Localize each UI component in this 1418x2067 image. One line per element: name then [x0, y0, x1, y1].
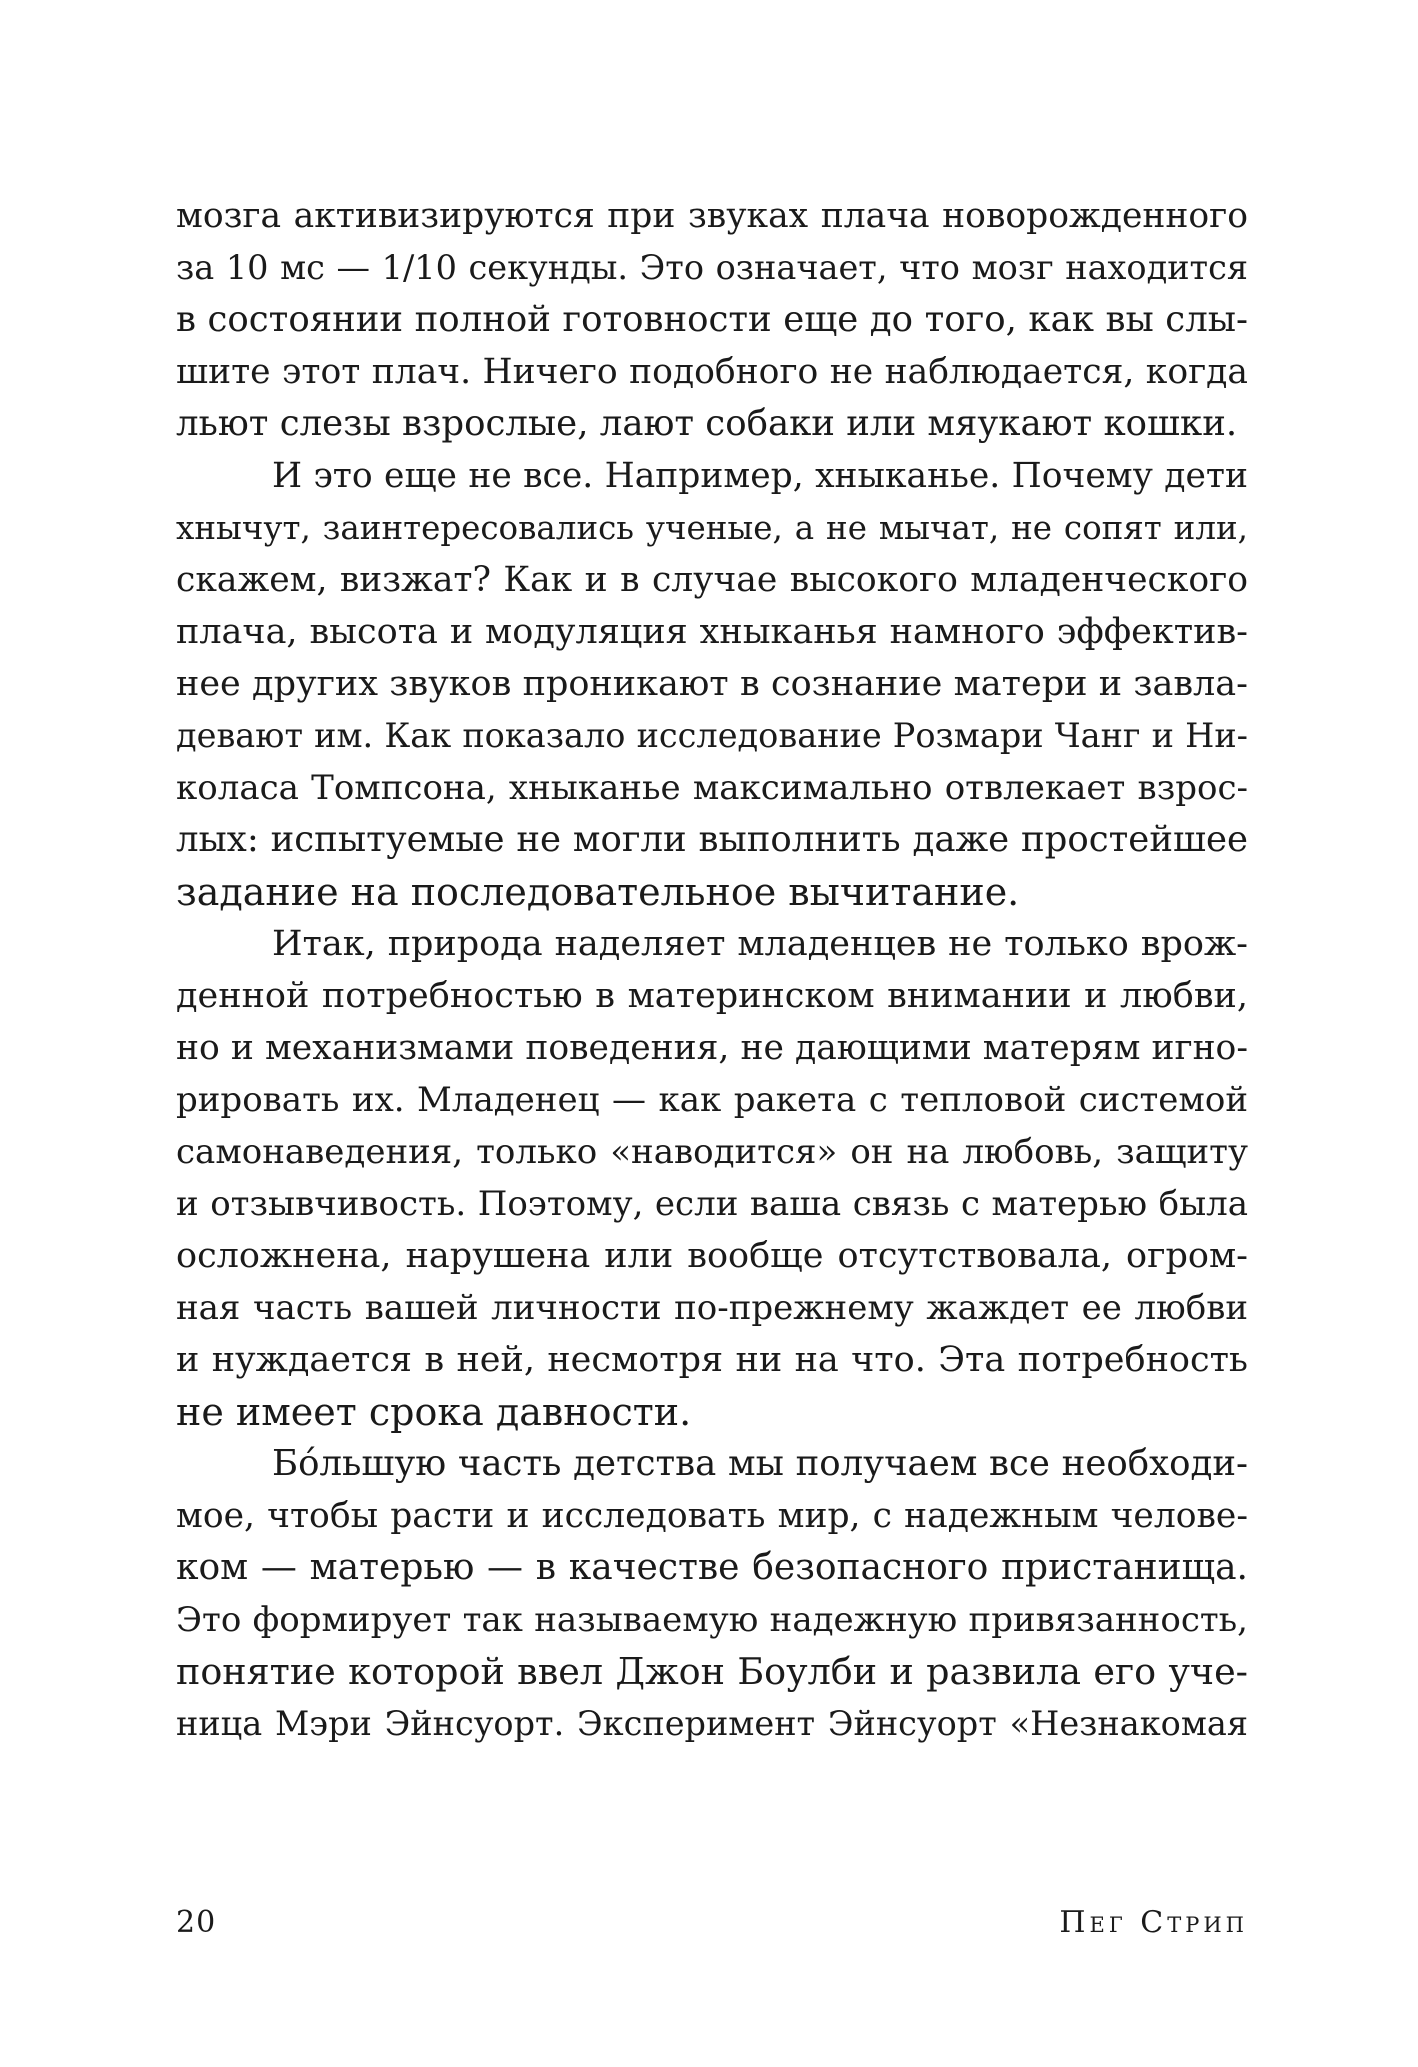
text-line: лых: испытуемые не могли выполнить даже простейшее — [176, 819, 1248, 860]
text-line: денной потребностью в материнском внимании и любви, — [176, 976, 1248, 1016]
page-number: 20 — [176, 1905, 217, 1940]
text-line: льют слезы взрослые, лают собаки или мяукают кошки. — [176, 403, 1238, 444]
text-line: Итак, природа наделяет младенцев не только врож- — [272, 924, 1248, 964]
text-line: нее других звуков проникают в сознание матери и завла- — [176, 664, 1248, 704]
text-line: и нуждается в ней, несмотря ни на что. Эта потребность — [176, 1340, 1248, 1380]
text-line: Бóльшую часть детства мы получаем все необходи- — [272, 1443, 1248, 1484]
text-line: ная часть вашей личности по-прежнему жаждет ее любви — [176, 1288, 1248, 1328]
text-line: скажем, визжат? Как и в случае высокого младенческого — [176, 560, 1248, 600]
text-line: но и механизмами поведения, не дающими матерям игно- — [176, 1028, 1248, 1068]
text-line: в состоянии полной готовности еще до того, как вы слы- — [176, 299, 1248, 340]
text-line: понятие которой ввел Джон Боулби и развила его уче- — [176, 1650, 1248, 1693]
text-line: мое, чтобы расти и исследовать мир, с надежным челове- — [176, 1496, 1248, 1536]
text-line: задание на последовательное вычитание. — [176, 870, 1020, 914]
text-line: за 10 мс — 1/10 секунды. Это означает, что мозг находится — [176, 248, 1248, 287]
text-line: ком — матерью — в качестве безопасного пристанища. — [176, 1547, 1248, 1588]
text-line: плача, высота и модуляция хныканья намного эффектив- — [176, 612, 1248, 652]
text-line: ница Мэри Эйнсуорт. Эксперимент Эйнсуорт «Незнакомая — [176, 1704, 1248, 1743]
text-line: Это формирует так называемую надежную привязанность, — [176, 1600, 1248, 1640]
text-line: рировать их. Младенец — как ракета с тепловой системой — [176, 1080, 1248, 1120]
text-line: осложнена, нарушена или вообще отсутствовала, огром- — [176, 1236, 1248, 1276]
text-line: шите этот плач. Ничего подобного не наблюдается, когда — [176, 352, 1248, 392]
text-line: И это еще не все. Например, хныканье. Почему дети — [272, 456, 1248, 496]
text-line: девают им. Как показало исследование Розмари Чанг и Ни- — [176, 716, 1248, 755]
text-line: коласа Томпсона, хныканье максимально отвлекает взрос- — [176, 768, 1248, 808]
text-line: и отзывчивость. Поэтому, если ваша связь с матерью была — [176, 1184, 1248, 1224]
text-line: мозга активизируются при звуках плача новорожденного — [176, 196, 1248, 236]
text-line: хнычут, заинтересовались ученые, а не мычат, не сопят или, — [176, 509, 1248, 547]
text-line: не имеет срока давности. — [176, 1390, 692, 1434]
text-line: самонаведения, только «наводится» он на любовь, защиту — [176, 1132, 1248, 1172]
running-head-author: Пег Стрип — [1059, 1905, 1248, 1940]
page-footer — [176, 1898, 1248, 1948]
body-text — [176, 190, 1248, 1750]
